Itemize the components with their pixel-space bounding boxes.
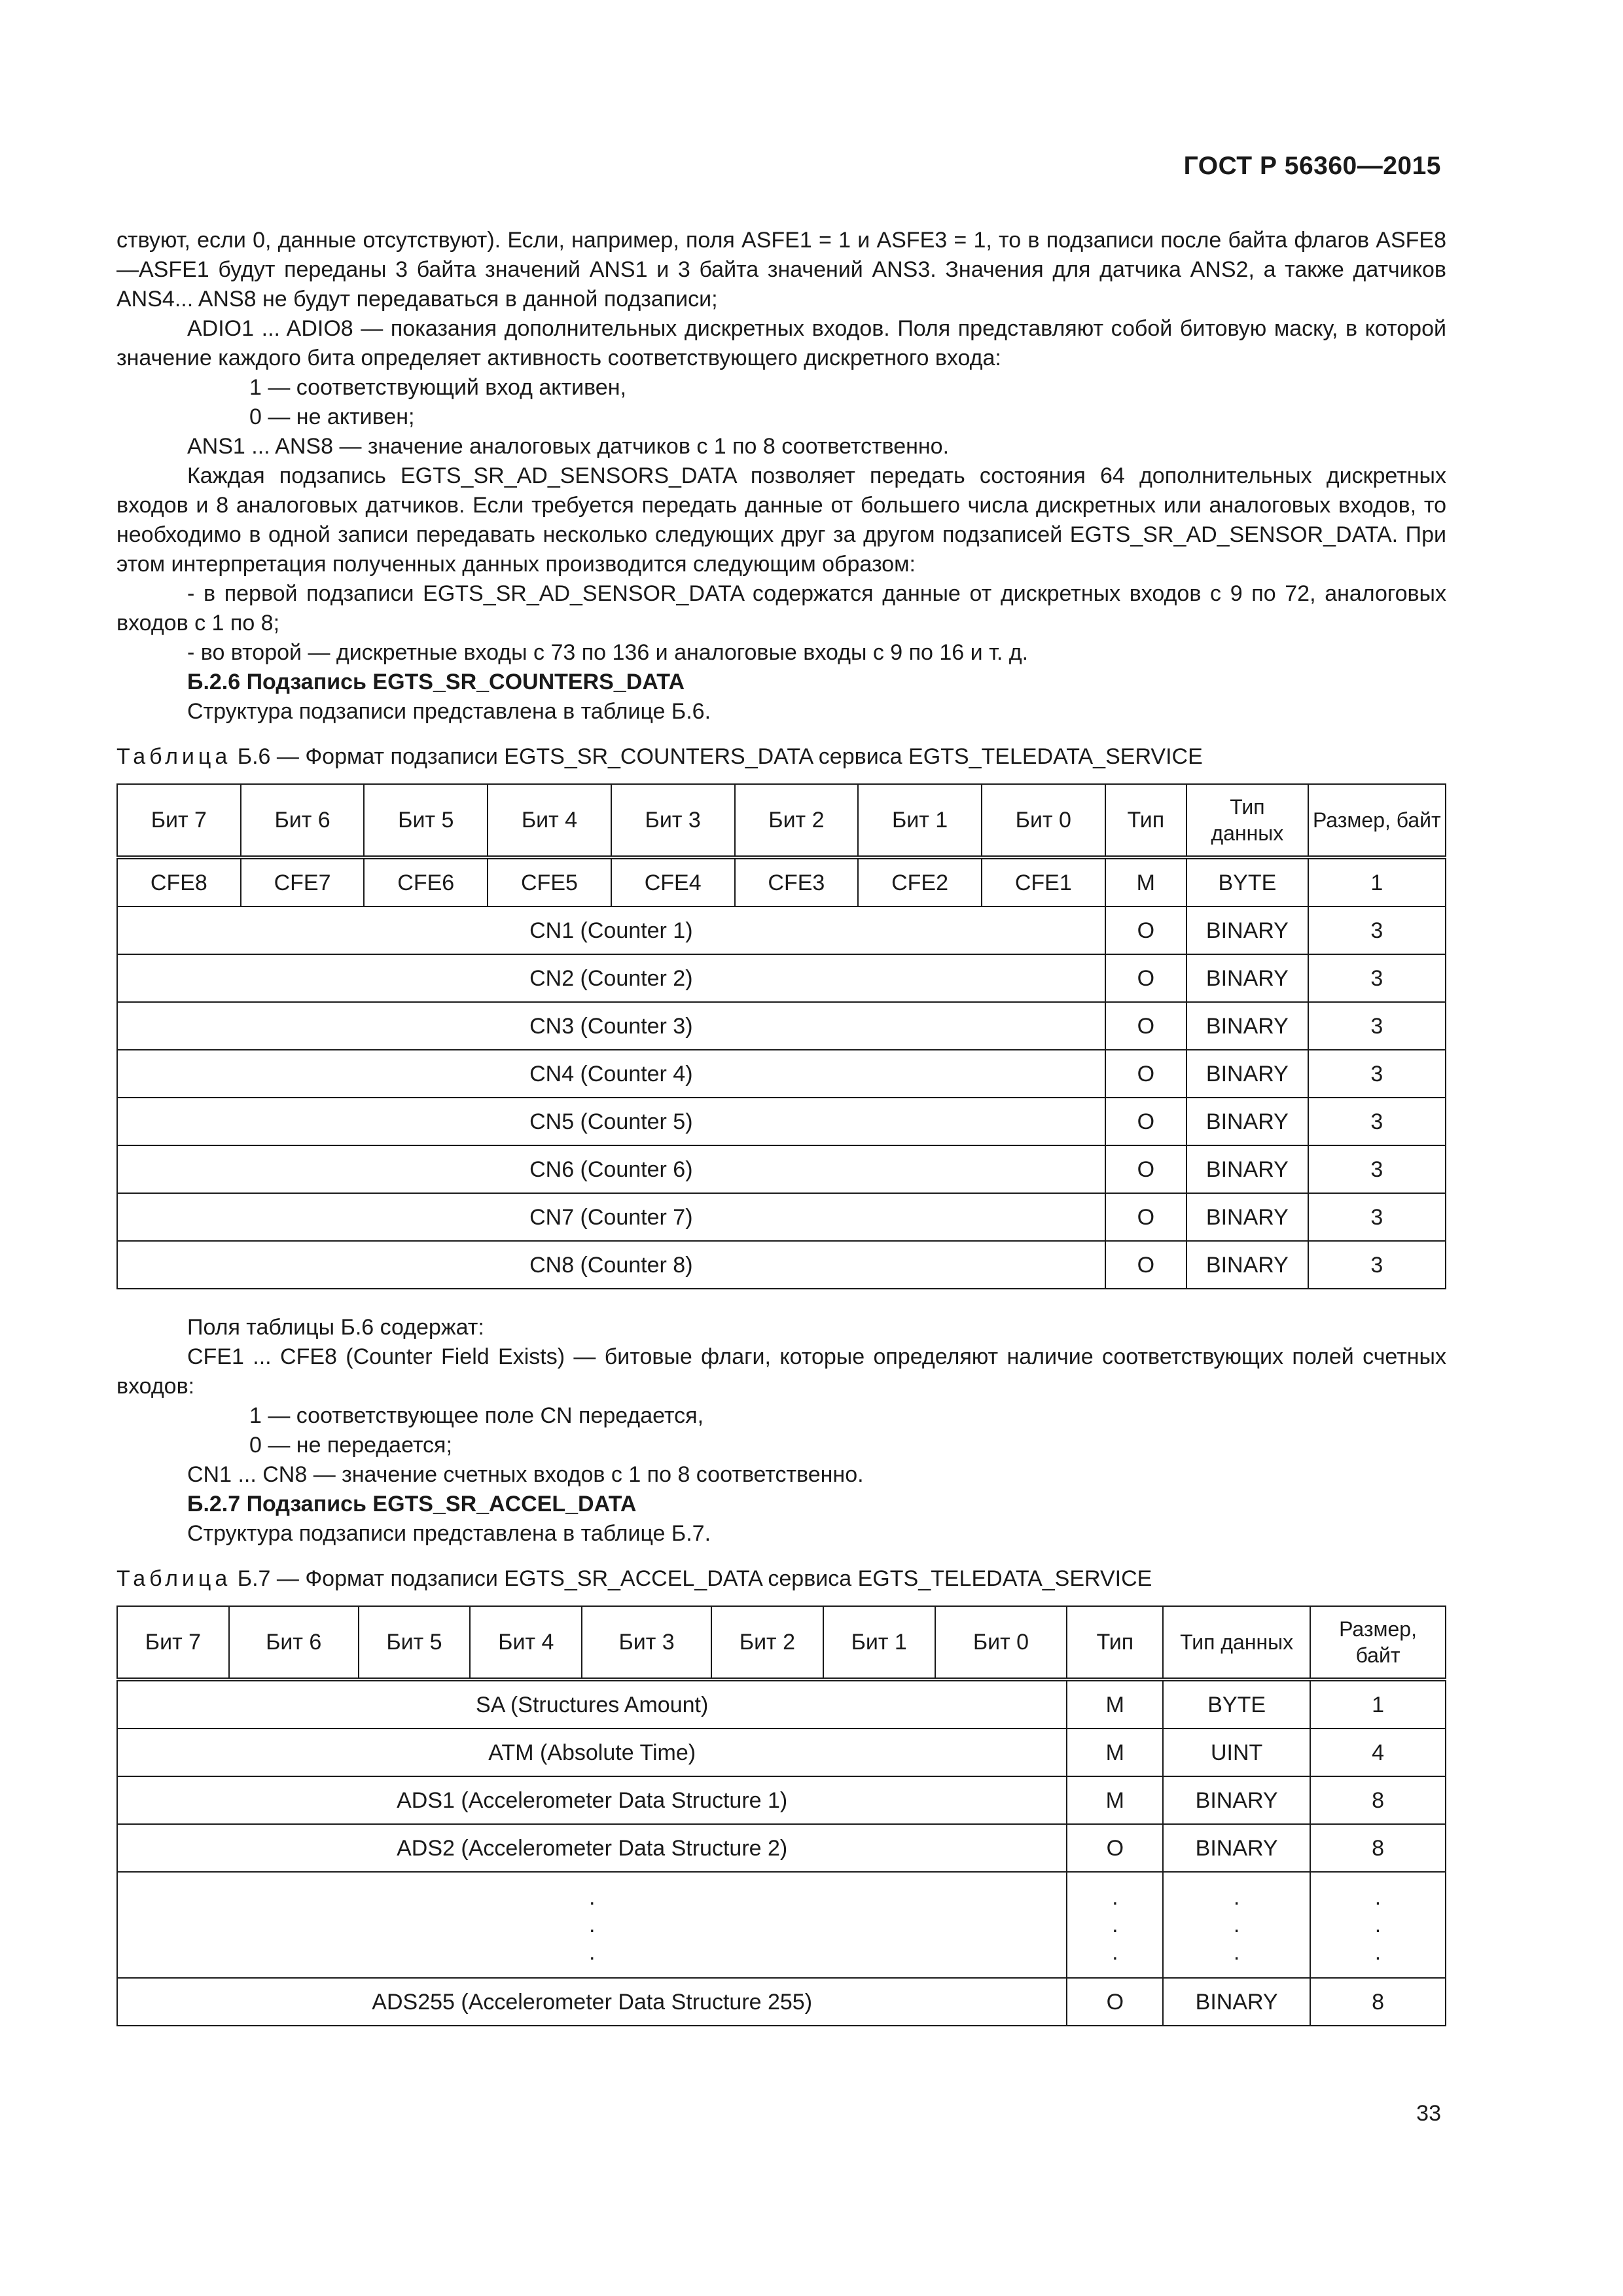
table-cell: O — [1105, 1193, 1186, 1241]
table-cell: CFE2 — [858, 857, 982, 906]
table-cell: 3 — [1308, 1145, 1446, 1193]
table-cell: CN7 (Counter 7) — [117, 1193, 1105, 1241]
page-number: 33 — [1416, 2101, 1441, 2126]
table-cell: BYTE — [1163, 1679, 1310, 1729]
ellipsis-dot: . — [1112, 1940, 1118, 1965]
list-item: 1 — соответствующий вход активен, — [249, 375, 626, 400]
table-cell: BINARY — [1186, 1193, 1308, 1241]
header-cell: Бит 5 — [359, 1606, 471, 1679]
table-cell: 1 — [1308, 857, 1446, 906]
table-cell: CN2 (Counter 2) — [117, 954, 1105, 1002]
ellipsis-cell — [1067, 1872, 1163, 1978]
table-cell: 3 — [1308, 1002, 1446, 1050]
table-cell: ADS255 (Accelerometer Data Structure 255) — [117, 1978, 1067, 2026]
paragraph: - в первой подзаписи EGTS_SR_AD_SENSOR_DATA содержатся данные от дискретных входов с 9 по 72, аналоговых входов с 1 по 8; — [116, 581, 1446, 636]
ellipsis-cell — [1163, 1872, 1310, 1978]
table-cell: BINARY — [1163, 1978, 1310, 2026]
table-cell: ATM (Absolute Time) — [117, 1729, 1067, 1776]
section-heading-b26: Б.2.6 Подзапись EGTS_SR_COUNTERS_DATA — [187, 670, 685, 694]
table-cell: CFE6 — [364, 857, 488, 906]
header-cell: Бит 3 — [611, 784, 735, 857]
ellipsis-dot: . — [1233, 1885, 1240, 1910]
table-cell: CN1 (Counter 1) — [117, 906, 1105, 954]
table-cell: M — [1067, 1776, 1163, 1824]
table-cell: ADS2 (Accelerometer Data Structure 2) — [117, 1824, 1067, 1872]
table-cell: O — [1067, 1824, 1163, 1872]
table-cell: O — [1105, 1050, 1186, 1098]
table-header-row — [117, 1606, 1446, 1679]
table-cell: CN3 (Counter 3) — [117, 1002, 1105, 1050]
table-row — [117, 857, 1446, 906]
table-cell: UINT — [1163, 1729, 1310, 1776]
table-cell: O — [1105, 954, 1186, 1002]
table-cell: 8 — [1310, 1978, 1446, 2026]
section-heading-b27: Б.2.7 Подзапись EGTS_SR_ACCEL_DATA — [187, 1492, 637, 1516]
table-cell: 3 — [1308, 1098, 1446, 1145]
table-cell: BINARY — [1186, 1098, 1308, 1145]
table-cell: O — [1067, 1978, 1163, 2026]
caption-text: Б.7 — Формат подзаписи EGTS_SR_ACCEL_DATA сервиса EGTS_TELEDATA_SERVICE — [231, 1566, 1152, 1591]
table-cell: BINARY — [1186, 906, 1308, 954]
header-cell: Бит 7 — [117, 784, 241, 857]
header-cell: Бит 3 — [582, 1606, 711, 1679]
table-ellipsis-row — [117, 1872, 1446, 1978]
table-cell: BINARY — [1163, 1776, 1310, 1824]
table-cell: 3 — [1308, 954, 1446, 1002]
table-row — [117, 1145, 1446, 1193]
header-cell: Бит 2 — [711, 1606, 823, 1679]
table-cell: ADS1 (Accelerometer Data Structure 1) — [117, 1776, 1067, 1824]
header-cell: Бит 1 — [858, 784, 982, 857]
paragraph: ствуют, если 0, данные отсутствуют). Если, например, поля ASFE1 = 1 и ASFE3 = 1, то в подзаписи после байта флагов ASFE8—ASFE1 будут переданы 3 байта значений ANS1 и 3 байта значений ANS3. Значения для датчика ANS2, а также датчиков ANS4... ANS8 не будут передаваться в данной подзаписи; — [116, 228, 1446, 312]
table-cell: O — [1105, 906, 1186, 954]
table-row — [117, 1679, 1446, 1729]
table-cell: O — [1105, 1002, 1186, 1050]
table-cell: 1 — [1310, 1679, 1446, 1729]
table-b6 — [116, 783, 1446, 1289]
ellipsis-dot: . — [1112, 1885, 1118, 1910]
table-caption-b6 — [116, 742, 1446, 772]
caption-text: Б.6 — Формат подзаписи EGTS_SR_COUNTERS_DATA сервиса EGTS_TELEDATA_SERVICE — [231, 744, 1203, 769]
paragraph: - во второй — дискретные входы с 73 по 136 и аналоговые входы с 9 по 16 и т. д. — [187, 640, 1029, 665]
table-cell: BINARY — [1186, 954, 1308, 1002]
list-item: 1 — соответствующее поле CN передается, — [249, 1403, 704, 1428]
list-item: 0 — не активен; — [249, 404, 415, 429]
header-cell: Тип — [1105, 784, 1186, 857]
ellipsis-dot: . — [1374, 1885, 1382, 1910]
table-cell: CN5 (Counter 5) — [117, 1098, 1105, 1145]
caption-label: Таблица — [116, 744, 232, 769]
table-row — [117, 1776, 1446, 1824]
table-cell: BINARY — [1186, 1145, 1308, 1193]
table-row — [117, 1193, 1446, 1241]
paragraph: CN1 ... CN8 — значение счетных входов с 1 по 8 соответственно. — [187, 1462, 864, 1487]
table-row — [117, 1978, 1446, 2026]
paragraph: Структура подзаписи представлена в таблице Б.6. — [187, 699, 711, 724]
paragraph: ANS1 ... ANS8 — значение аналоговых датчиков с 1 по 8 соответственно. — [187, 434, 950, 459]
header-cell: Бит 0 — [982, 784, 1105, 857]
header-cell: Тип — [1067, 1606, 1163, 1679]
ellipsis-dot: . — [588, 1885, 596, 1910]
document-body — [116, 226, 1446, 2050]
table-row — [117, 1729, 1446, 1776]
table-cell: BINARY — [1186, 1241, 1308, 1289]
table-cell: 3 — [1308, 1193, 1446, 1241]
table-caption-b7 — [116, 1564, 1446, 1594]
table-cell: BINARY — [1186, 1050, 1308, 1098]
header-cell: Размер, байт — [1308, 784, 1446, 857]
table-cell: O — [1105, 1098, 1186, 1145]
ellipsis-dot: . — [1112, 1912, 1118, 1937]
header-cell: Бит 4 — [488, 784, 611, 857]
header-cell: Бит 1 — [823, 1606, 935, 1679]
table-cell: CFE3 — [735, 857, 859, 906]
header-cell: Бит 6 — [229, 1606, 359, 1679]
header-cell: Тип данных — [1163, 1606, 1310, 1679]
table-cell: BINARY — [1163, 1824, 1310, 1872]
table-cell: 4 — [1310, 1729, 1446, 1776]
caption-label: Таблица — [116, 1566, 232, 1591]
paragraph: Каждая подзапись EGTS_SR_AD_SENSORS_DATA позволяет передать состояния 64 дополнительных дискретных входов и 8 аналоговых датчиков. Если требуется передать данные от большего числа дискретных или аналоговых входов, то необходимо в одной записи передавать несколько следующих друг за другом подзаписей EGTS_SR_AD_SENSOR_DATA. При этом интерпретация полученных данных производится следующим образом: — [116, 463, 1446, 577]
table-cell: M — [1105, 857, 1186, 906]
list-item: 0 — не передается; — [249, 1433, 452, 1458]
table-cell: BYTE — [1186, 857, 1308, 906]
table-b7 — [116, 1605, 1446, 2026]
table-cell: SA (Structures Amount) — [117, 1679, 1067, 1729]
ellipsis-dot: . — [588, 1912, 596, 1937]
table-cell: 8 — [1310, 1776, 1446, 1824]
table-cell: 8 — [1310, 1824, 1446, 1872]
paragraph: Поля таблицы Б.6 содержат: — [187, 1315, 484, 1340]
ellipsis-cell — [117, 1872, 1067, 1978]
header-cell: Бит 7 — [117, 1606, 229, 1679]
table-cell: CN8 (Counter 8) — [117, 1241, 1105, 1289]
table-cell: 3 — [1308, 1050, 1446, 1098]
table-cell: M — [1067, 1679, 1163, 1729]
table-cell: CN6 (Counter 6) — [117, 1145, 1105, 1193]
table-cell: M — [1067, 1729, 1163, 1776]
table-cell: CFE4 — [611, 857, 735, 906]
table-cell: 3 — [1308, 906, 1446, 954]
ellipsis-dot: . — [1374, 1940, 1382, 1965]
table-cell: 3 — [1308, 1241, 1446, 1289]
table-row — [117, 1050, 1446, 1098]
paragraph: CFE1 ... CFE8 (Counter Field Exists) — битовые флаги, которые определяют наличие соответствующих полей счетных входов: — [116, 1344, 1446, 1399]
table-cell: O — [1105, 1241, 1186, 1289]
header-cell: Тип данных — [1186, 784, 1308, 857]
table-cell: CN4 (Counter 4) — [117, 1050, 1105, 1098]
table-row — [117, 1241, 1446, 1289]
table-row — [117, 954, 1446, 1002]
table-row — [117, 1824, 1446, 1872]
table-cell: CFE5 — [488, 857, 611, 906]
header-cell: Размер, байт — [1310, 1606, 1446, 1679]
paragraph: ADIO1 ... ADIO8 — показания дополнительных дискретных входов. Поля представляют собой битовую маску, в которой значение каждого бита определяет активность соответствующего дискретного входа: — [116, 316, 1446, 370]
ellipsis-dot: . — [1233, 1940, 1240, 1965]
ellipsis-cell — [1310, 1872, 1446, 1978]
ellipsis-dot: . — [1233, 1912, 1240, 1937]
table-cell: CFE1 — [982, 857, 1105, 906]
header-cell: Бит 4 — [470, 1606, 582, 1679]
header-cell: Бит 2 — [735, 784, 859, 857]
table-cell: CFE7 — [241, 857, 365, 906]
header-cell: Бит 6 — [241, 784, 365, 857]
table-cell: BINARY — [1186, 1002, 1308, 1050]
paragraph: Структура подзаписи представлена в таблице Б.7. — [187, 1521, 711, 1546]
ellipsis-dot: . — [588, 1940, 596, 1965]
table-row — [117, 1098, 1446, 1145]
table-header-row — [117, 784, 1446, 857]
header-cell: Бит 0 — [935, 1606, 1067, 1679]
table-cell: CFE8 — [117, 857, 241, 906]
table-cell: O — [1105, 1145, 1186, 1193]
header-cell: Бит 5 — [364, 784, 488, 857]
document-standard-id: ГОСТ Р 56360—2015 — [1183, 152, 1441, 180]
ellipsis-dot: . — [1374, 1912, 1382, 1937]
table-row — [117, 906, 1446, 954]
table-row — [117, 1002, 1446, 1050]
